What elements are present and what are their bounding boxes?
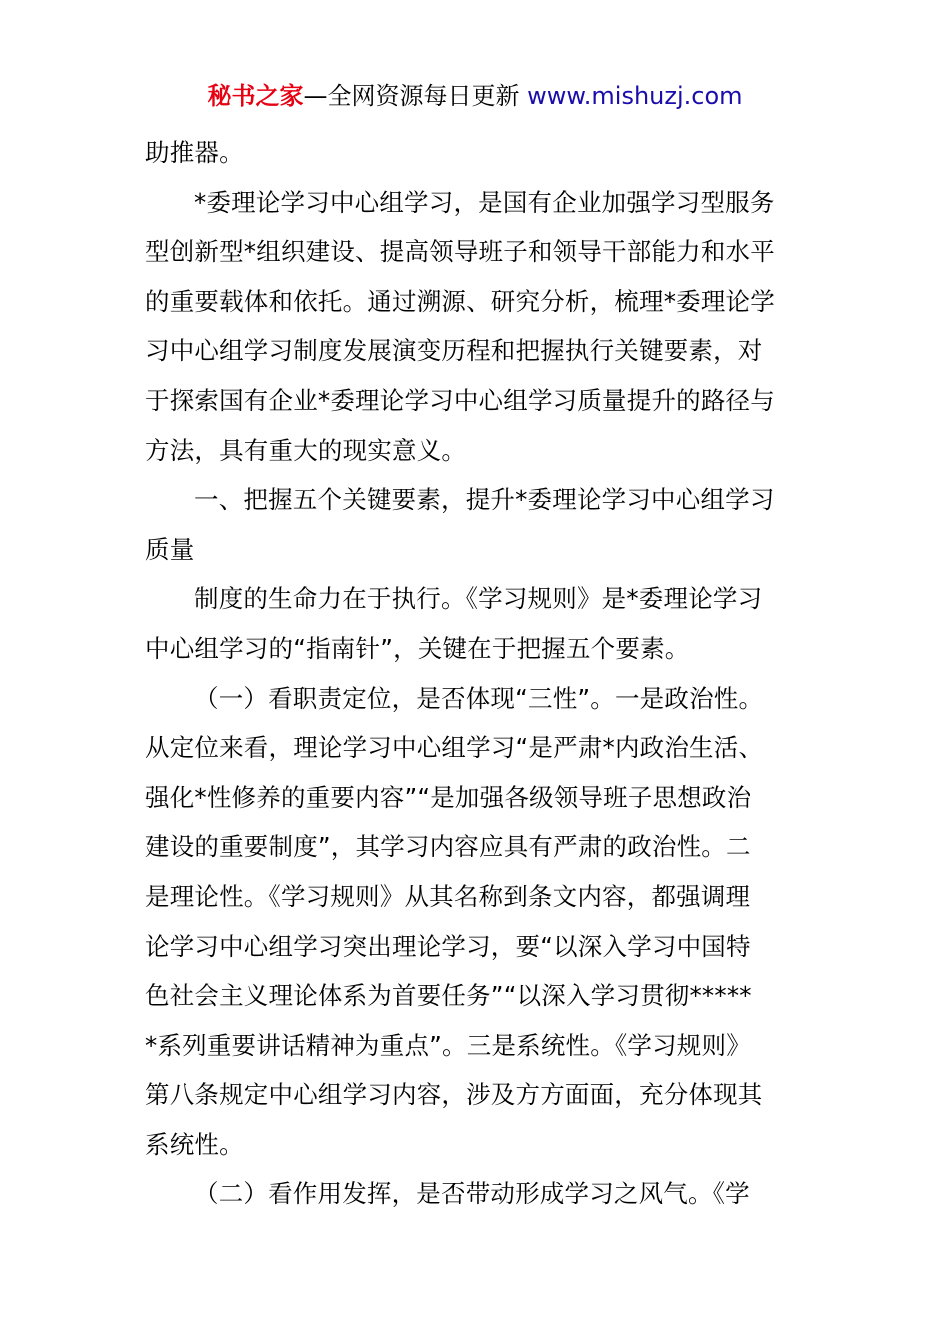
- text-line: 是理论性。《学习规则》从其名称到条文内容，都强调理: [145, 881, 751, 911]
- text-line: 强化*性修养的重要内容”“是加强各级领导班子思想政治: [145, 782, 752, 812]
- text-line: 于探索国有企业*委理论学习中心组学习质量提升的路径与: [145, 385, 775, 415]
- text-line: 方法，具有重大的现实意义。: [145, 435, 467, 465]
- text-line: 的重要载体和依托。通过溯源、研究分析，梳理*委理论学: [145, 286, 775, 316]
- text-line: 助推器。: [145, 138, 244, 167]
- site-url-link[interactable]: www.mishuzj.com: [527, 82, 743, 110]
- text-line: 系统性。: [145, 1129, 244, 1159]
- text-line: 型创新型*组织建设、提高领导班子和领导干部能力和水平: [145, 237, 775, 267]
- text-line: 习中心组学习制度发展演变历程和把握执行关键要素，对: [145, 336, 763, 366]
- text-line: 建设的重要制度”，其学习内容应具有严肃的政治性。二: [145, 832, 751, 862]
- text-line: 色社会主义理论体系为首要任务”“以深入学习贯彻*****: [145, 981, 752, 1011]
- text-line: 中心组学习的“指南针”，关键在于把握五个要素。: [145, 633, 690, 663]
- site-header: [0, 80, 950, 112]
- text-line: 论学习中心组学习突出理论学习，要“以深入学习中国特: [145, 931, 751, 961]
- paragraph-start: *委理论学习中心组学习，是国有企业加强学习型服务: [194, 187, 775, 217]
- document-body: [145, 128, 845, 1219]
- paragraph-start: （二）看作用发挥，是否带动形成学习之风气。《学: [194, 1179, 750, 1209]
- site-brand: 秘书之家: [207, 82, 304, 110]
- site-tagline: —全网资源每日更新: [303, 82, 528, 110]
- text-line: 从定位来看，理论学习中心组学习“是严肃*内政治生活、: [145, 733, 764, 763]
- paragraph-start: （一）看职责定位，是否体现“三性”。一是政治性。: [194, 683, 764, 713]
- section-heading: 一、把握五个关键要素，提升*委理论学习中心组学习: [194, 485, 775, 515]
- section-heading-cont: 质量: [145, 534, 195, 564]
- text-line: 第八条规定中心组学习内容，涉及方方面面，充分体现其: [145, 1080, 763, 1110]
- text-line: *系列重要讲话精神为重点”。三是系统性。《学习规则》: [145, 1030, 751, 1060]
- paragraph-start: 制度的生命力在于执行。《学习规则》是*委理论学习: [194, 584, 763, 614]
